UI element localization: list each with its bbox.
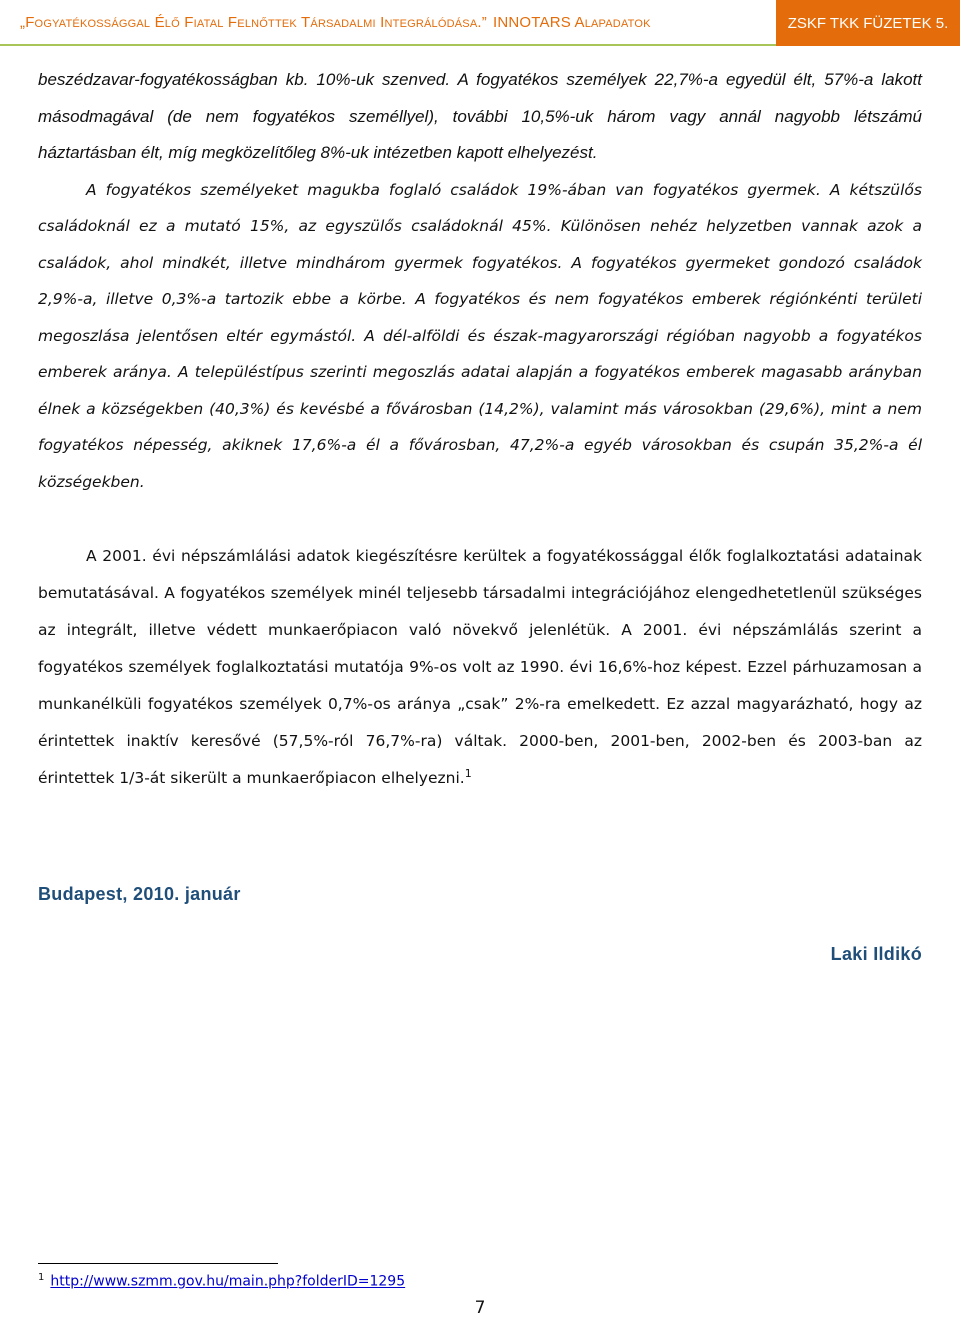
- footnote-number: 1: [38, 1272, 45, 1283]
- header-series-badge: [776, 0, 960, 46]
- page-header: [0, 0, 960, 46]
- page-number: 7: [474, 1298, 486, 1318]
- signature-author: Laki Ildikó: [830, 944, 922, 964]
- paragraph-household: beszédzavar-fogyatékosságban kb. 10%-uk szenved. A fogyatékos személyek 22,7%-a egyedül élt, 57%-a lakott másodmagával (de nem fogyatékos személlyel), további 10,5%-uk három vagy annál nagyobb létszámú háztartásban élt, míg megközelítőleg 8%-uk intézetben kapott elhelyezést.: [38, 70, 922, 162]
- header-project: INNOTARS Alapadatok: [492, 13, 651, 31]
- header-title: „Fogyatékossággal Élő Fiatal Felnőttek Társadalmi Integrálódása.”: [20, 13, 487, 31]
- document-body: [38, 62, 922, 797]
- paragraph-employment: [38, 538, 922, 797]
- footnote-link[interactable]: http://www.szmm.gov.hu/main.php?folderID=1295: [50, 1273, 406, 1290]
- paragraph-families: A fogyatékos személyeket magukba foglaló családok 19%-ában van fogyatékos gyermek. A kétszülős családoknál ez a mutató 15%, az egyszülős családoknál 45%. Különösen nehéz helyzetben vannak azok a családok, ahol mindkét, illetve mindhárom gyermek fogyatékos. A fogyatékos gyermeket gondozó családok 2,9%-a, illetve 0,3%-a tartozik ebbe a körbe. A fogyatékos és nem fogyatékos emberek régiónkénti területi megoszlása jelentősen eltér egymástól. A dél-alföldi és észak-magyarországi régióban nagyobb a fogyatékos emberek aránya. A településtípus szerinti megoszlás adatai alapján a fogyatékos emberek magasabb arányban élnek a községekben (40,3%) és kevésbé a fővárosban (14,2%), valamint más városokban (29,6%), mint a nem fogyatékos népesség, akiknek 17,6%-a él a fővárosban, 47,2%-a egyéb városokban és csupán 35,2%-a él községekben.: [38, 180, 922, 491]
- paragraph-employment-text: A 2001. évi népszámlálási adatok kiegészítésre kerültek a fogyatékossággal élők foglalkoztatási adatainak bemutatásával. A fogyatékos személyek minél teljesebb társadalmi integrációjához elengedhetetlenül szükséges az integrált, illetve védett munkaerőpiacon való növekvő jelenlétük. A 2001. évi népszámlálás szerint a fogyatékos személyek foglalkoztatási mutatója 9%-os volt az 1990. évi 16,6%-hoz képest. Ezzel párhuzamosan a munkanélküli fogyatékos személyek 0,7%-os aránya „csak” 2%-ra emelkedett. Ez azzal magyarázható, hogy az érintettek inaktív keresővé (57,5%-ról 76,7%-ra) váltak. 2000-ben, 2001-ben, 2002-ben és 2003-ban az érintettek 1/3-át sikerült a munkaerőpiacon elhelyezni.: [38, 547, 922, 787]
- footnote-divider: [38, 1263, 278, 1264]
- signature-place-date: Budapest, 2010. január: [38, 884, 241, 904]
- header-series: ZSKF TKK FÜZETEK 5.: [787, 14, 949, 32]
- footnote-reference[interactable]: 1: [464, 766, 472, 780]
- footnote: [38, 1272, 405, 1290]
- header-title-area: [0, 0, 776, 46]
